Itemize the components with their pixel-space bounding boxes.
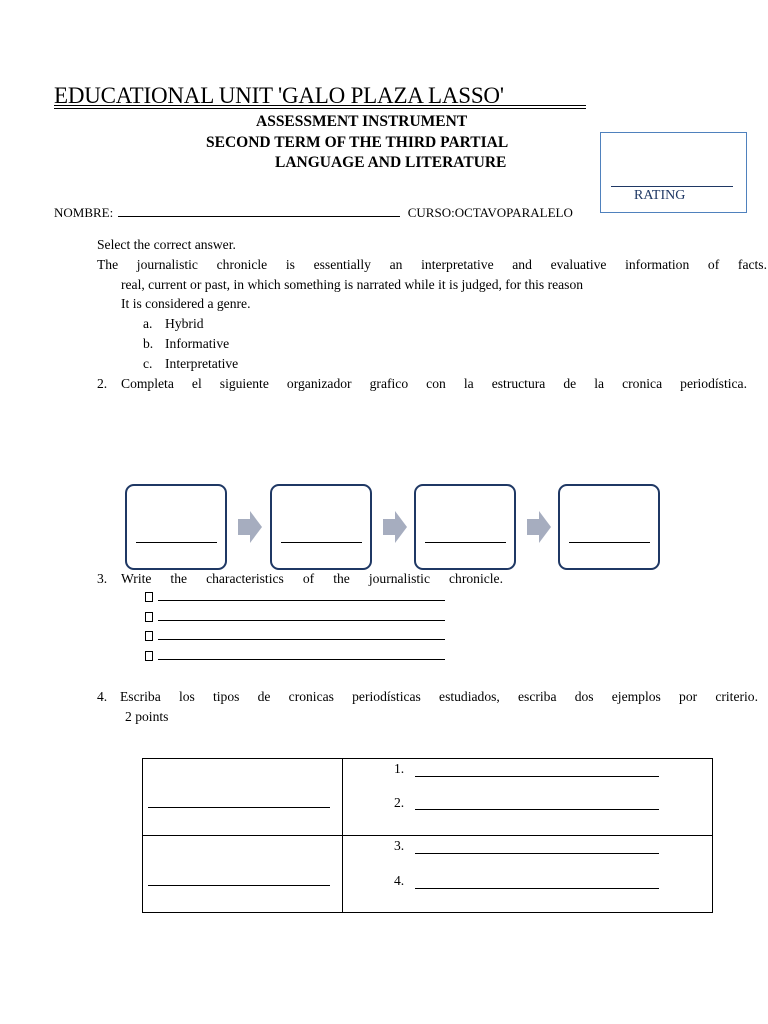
characteristic-line-2[interactable] xyxy=(145,611,445,625)
example-blank-4[interactable] xyxy=(415,888,659,889)
q2-number: 2. xyxy=(97,376,108,391)
q1-text-line-3: It is considered a genre. xyxy=(121,296,251,311)
example-blank-1[interactable] xyxy=(415,776,659,777)
q3-number: 3. xyxy=(97,571,108,586)
option-letter: c. xyxy=(143,356,153,371)
characteristic-line-4[interactable] xyxy=(145,650,445,664)
term-heading: SECOND TERM OF THE THIRD PARTIAL xyxy=(206,134,509,151)
subject-heading: LANGUAGE AND LITERATURE xyxy=(275,154,507,171)
organizer-box-4[interactable] xyxy=(558,484,660,570)
q2-text: Completa el siguiente organizador grafico con la estructura de la cronica periodística. xyxy=(121,376,747,391)
curso-label: CURSO:OCTAVOPARALELO xyxy=(407,205,573,220)
q1-option-c[interactable] xyxy=(143,354,238,374)
criterion-blank-2[interactable] xyxy=(148,885,330,886)
example-blank-2[interactable] xyxy=(415,809,659,810)
example-label-3: 3. xyxy=(394,838,405,853)
criterion-blank-1[interactable] xyxy=(148,807,330,808)
bullet-box-icon xyxy=(145,592,153,602)
title-underline-top xyxy=(54,105,586,106)
example-label-1: 1. xyxy=(394,761,405,776)
table-column-divider xyxy=(342,758,343,913)
nombre-label: NOMBRE: xyxy=(54,205,114,220)
characteristic-blank[interactable] xyxy=(158,611,445,621)
q4-number: 4. xyxy=(97,689,108,704)
option-text: Interpretative xyxy=(165,356,239,371)
bullet-box-icon xyxy=(145,651,153,661)
q4-points: 2 points xyxy=(125,709,169,724)
example-label-4: 4. xyxy=(394,873,405,888)
student-info-row xyxy=(54,205,573,221)
example-label-2: 2. xyxy=(394,795,405,810)
arrow-right-icon xyxy=(238,511,262,543)
q1-text-line-2: real, current or past, in which something is narrated while it is judged, for this reason xyxy=(121,277,584,292)
bullet-box-icon xyxy=(145,631,153,641)
organizer-box-2[interactable] xyxy=(270,484,372,570)
q3-text: Write the characteristics of the journalistic chronicle. xyxy=(121,571,503,586)
q1-option-a[interactable] xyxy=(143,314,204,334)
rating-label: RATING xyxy=(634,188,686,203)
bullet-box-icon xyxy=(145,612,153,622)
characteristic-line-3[interactable] xyxy=(145,630,445,644)
option-letter: b. xyxy=(143,336,154,351)
organizer-blank-line[interactable] xyxy=(425,542,506,543)
school-title: EDUCATIONAL UNIT 'GALO PLAZA LASSO' xyxy=(54,83,504,108)
characteristic-line-1[interactable] xyxy=(145,591,445,605)
arrow-right-icon xyxy=(527,511,551,543)
q1-instruction: Select the correct answer. xyxy=(97,237,236,252)
organizer-blank-line[interactable] xyxy=(281,542,362,543)
option-text: Informative xyxy=(165,336,230,351)
organizer-box-3[interactable] xyxy=(414,484,516,570)
nombre-blank-line[interactable] xyxy=(118,206,400,217)
arrow-right-icon xyxy=(383,511,407,543)
table-row-divider xyxy=(142,835,713,836)
organizer-blank-line[interactable] xyxy=(569,542,650,543)
q1-option-b[interactable] xyxy=(143,334,229,354)
characteristic-blank[interactable] xyxy=(158,630,445,640)
q4-text: Escriba los tipos de cronicas periodísticas estudiados, escriba dos ejemplos por criterio. xyxy=(120,689,758,704)
organizer-blank-line[interactable] xyxy=(136,542,217,543)
q1-text-line-1: The journalistic chronicle is essentially an interpretative and evaluative information of facts. xyxy=(97,257,767,272)
organizer-box-1[interactable] xyxy=(125,484,227,570)
option-letter: a. xyxy=(143,316,153,331)
title-underline-bottom xyxy=(54,108,586,109)
rating-blank-line[interactable] xyxy=(611,186,733,187)
option-text: Hybrid xyxy=(165,316,204,331)
characteristic-blank[interactable] xyxy=(158,591,445,601)
example-blank-3[interactable] xyxy=(415,853,659,854)
assessment-heading: ASSESSMENT INSTRUMENT xyxy=(256,113,468,130)
characteristic-blank[interactable] xyxy=(158,650,445,660)
